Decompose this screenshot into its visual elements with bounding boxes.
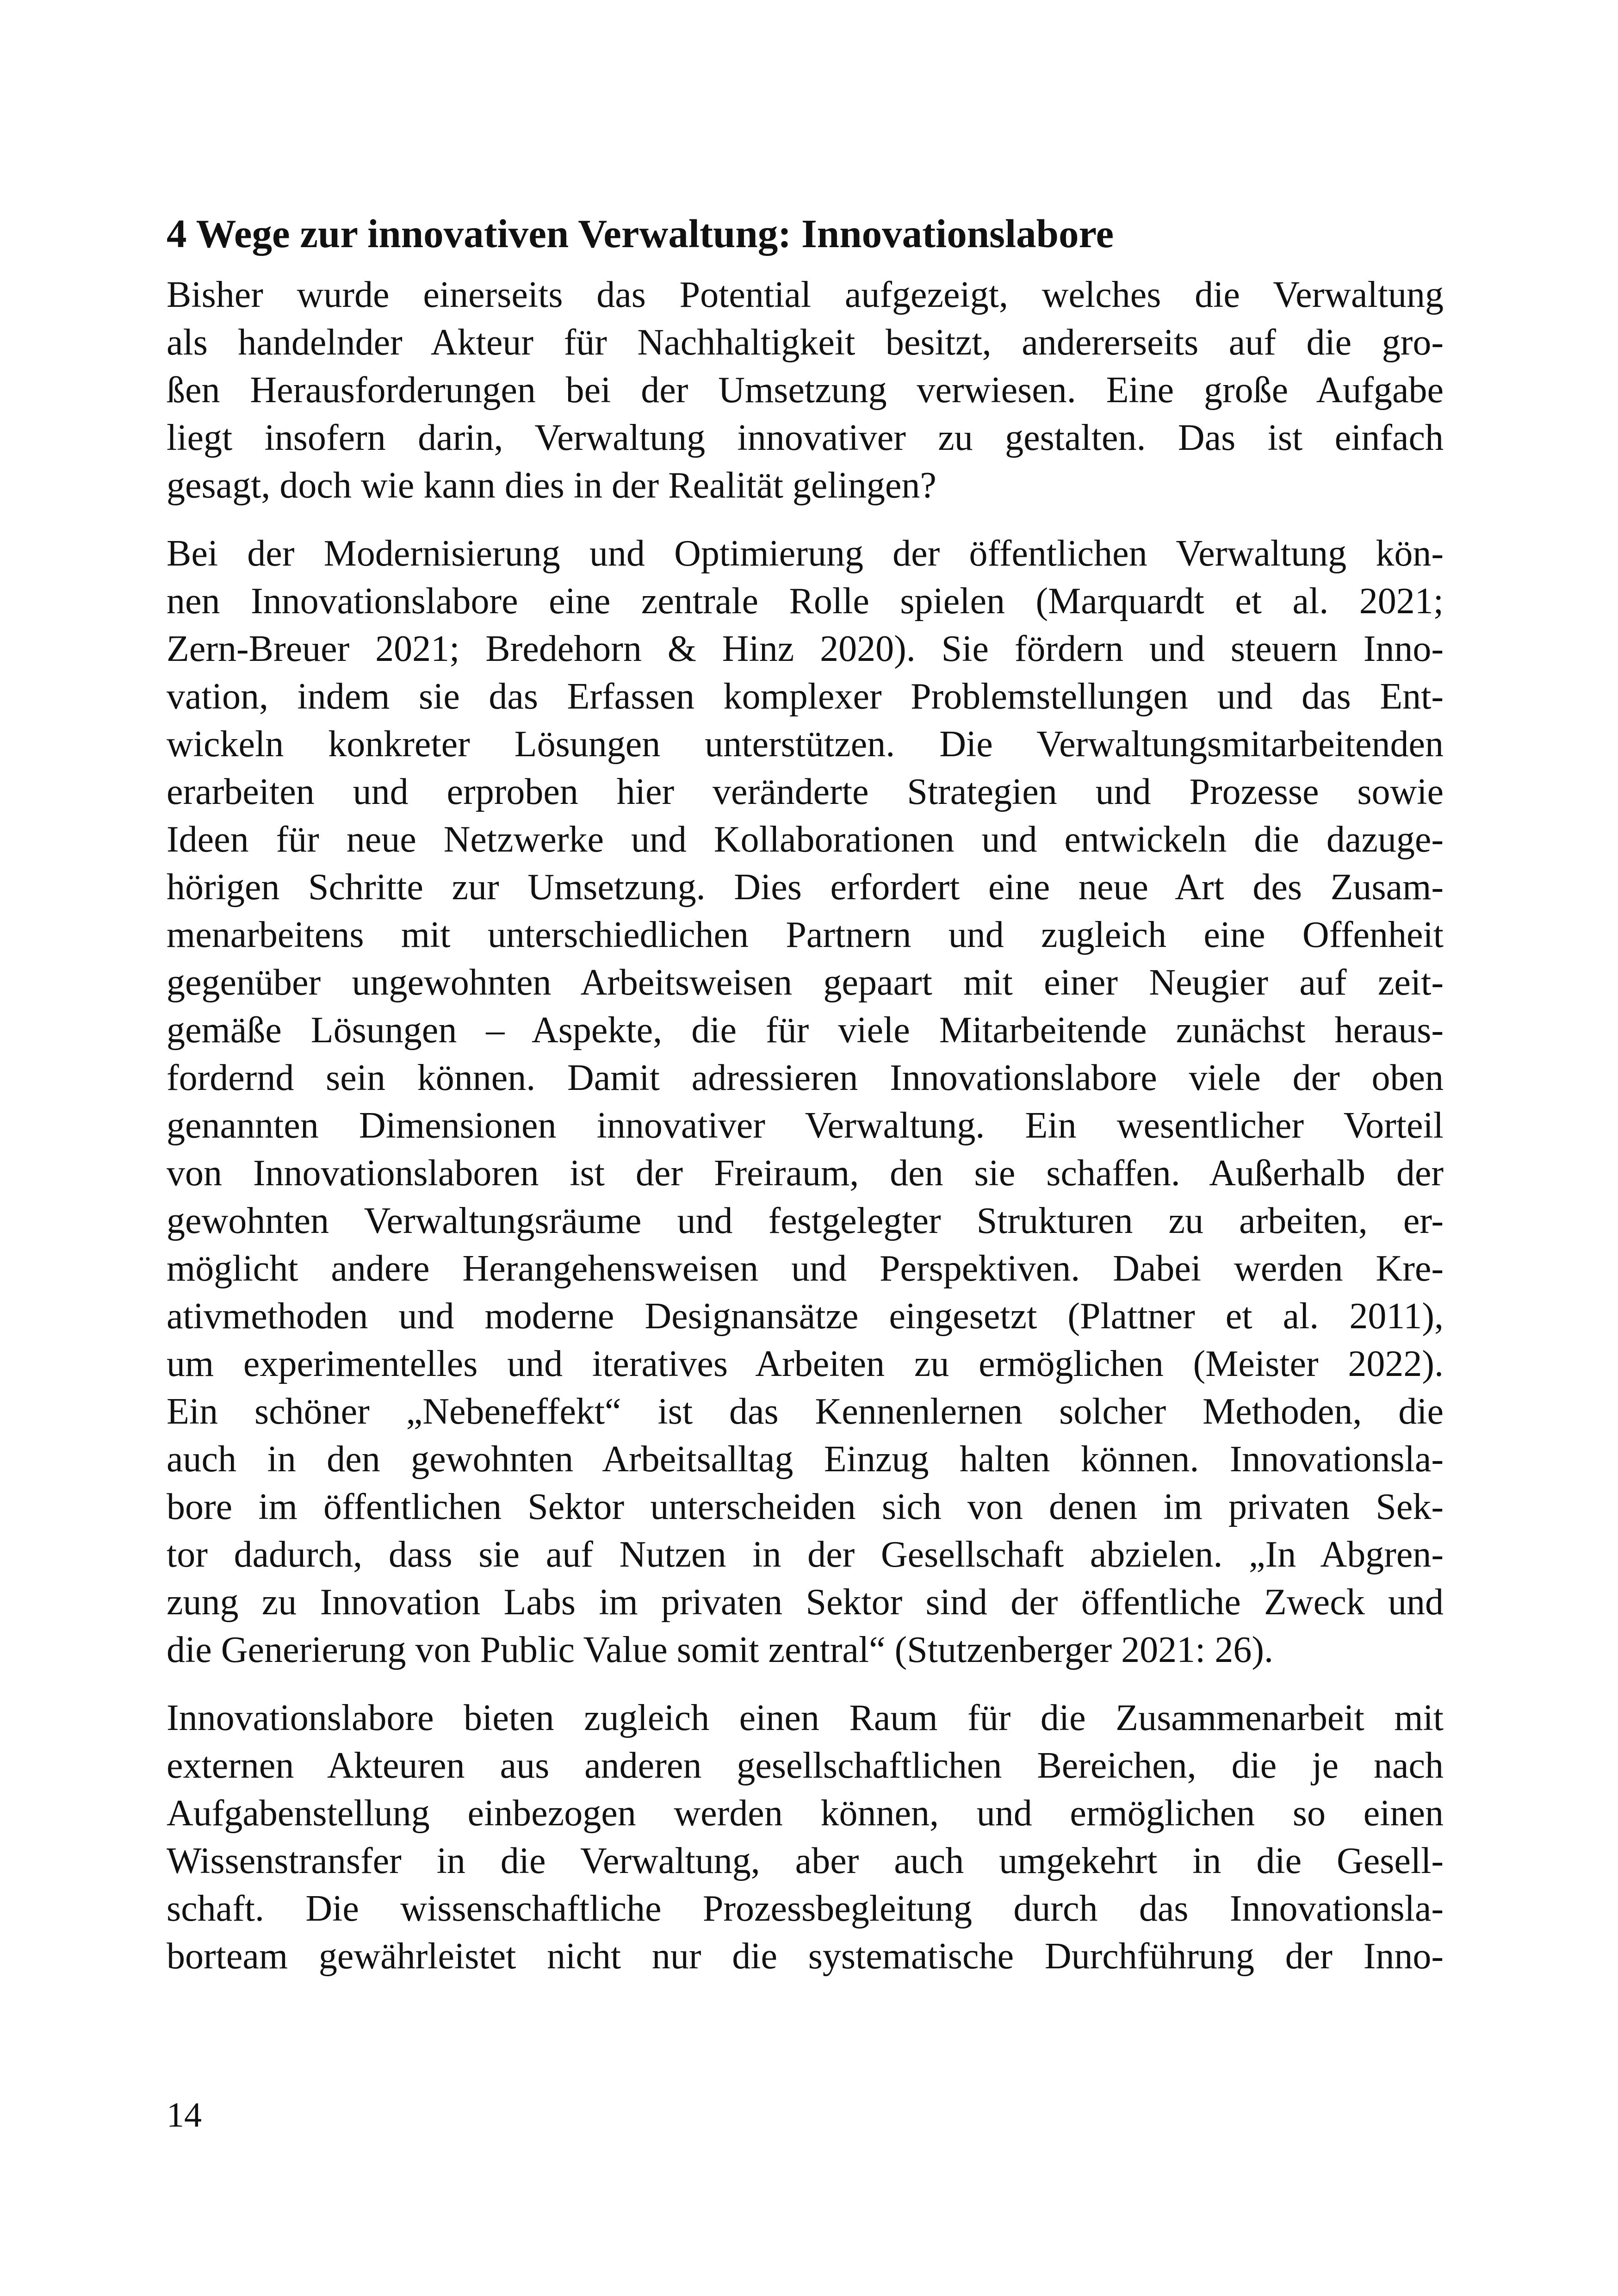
section-heading: 4 Wege zur innovativen Verwaltung: Innovationslabore — [167, 211, 1114, 256]
paragraph — [167, 530, 1444, 1674]
text-line: Ideen für neue Netzwerke und Kollaborationen und entwickeln die dazuge- — [167, 819, 1444, 860]
text-line: Bisher wurde einerseits das Potential aufgezeigt, welches die Verwaltung — [167, 274, 1444, 315]
text-line: Bei der Modernisierung und Optimierung der öffentlichen Verwaltung kön- — [167, 533, 1444, 574]
text-line: zung zu Innovation Labs im privaten Sektor sind der öffentliche Zweck und — [167, 1582, 1444, 1623]
text-line: gegenüber ungewohnten Arbeitsweisen gepaart mit einer Neugier auf zeit- — [167, 962, 1444, 1003]
page-content — [167, 208, 1444, 1980]
text-line: um experimentelles und iteratives Arbeiten zu ermöglichen (Meister 2022). — [167, 1344, 1444, 1384]
text-line: externen Akteuren aus anderen gesellschaftlichen Bereichen, die je nach — [167, 1745, 1444, 1786]
text-line: Zern-Breuer 2021; Bredehorn & Hinz 2020). Sie fördern und steuern Inno- — [167, 628, 1444, 669]
text-line: gemäße Lösungen – Aspekte, die für viele Mitarbeitende zunächst heraus- — [167, 1010, 1444, 1051]
text-line: von Innovationslaboren ist der Freiraum, den sie schaffen. Außerhalb der — [167, 1153, 1444, 1194]
paragraph-gap — [167, 1674, 1444, 1694]
text-line: Aufgabenstellung einbezogen werden können, und ermöglichen so einen — [167, 1793, 1444, 1834]
text-line: wickeln konkreter Lösungen unterstützen. Die Verwaltungsmitarbeitenden — [167, 724, 1444, 765]
paragraph-gap — [167, 510, 1444, 530]
text-line: gesagt, doch wie kann dies in der Realität gelingen? — [167, 465, 936, 506]
text-line: möglicht andere Herangehensweisen und Perspektiven. Dabei werden Kre- — [167, 1248, 1444, 1289]
text-line: liegt insofern darin, Verwaltung innovativer zu gestalten. Das ist einfach — [167, 417, 1444, 458]
text-line: bore im öffentlichen Sektor unterscheiden sich von denen im privaten Sek- — [167, 1487, 1444, 1527]
paragraph — [167, 271, 1444, 510]
text-line: als handelnder Akteur für Nachhaltigkeit besitzt, andererseits auf die gro- — [167, 322, 1444, 363]
paragraph — [167, 1694, 1444, 1980]
text-line: vation, indem sie das Erfassen komplexer Problemstellungen und das Ent- — [167, 676, 1444, 717]
text-line: menarbeitens mit unterschiedlichen Partnern und zugleich eine Offenheit — [167, 915, 1444, 955]
page-number: 14 — [167, 2096, 202, 2134]
text-line: borteam gewährleistet nicht nur die systematische Durchführung der Inno- — [167, 1936, 1444, 1977]
text-line: erarbeiten und erproben hier veränderte Strategien und Prozesse sowie — [167, 772, 1444, 812]
text-line: schaft. Die wissenschaftliche Prozessbegleitung durch das Innovationsla- — [167, 1888, 1444, 1929]
text-line: ativmethoden und moderne Designansätze eingesetzt (Plattner et al. 2011), — [167, 1296, 1444, 1337]
text-line: genannten Dimensionen innovativer Verwaltung. Ein wesentlicher Vorteil — [167, 1105, 1444, 1146]
text-line: nen Innovationslabore eine zentrale Rolle spielen (Marquardt et al. 2021; — [167, 581, 1444, 622]
text-line: fordernd sein können. Damit adressieren Innovationslabore viele der oben — [167, 1058, 1444, 1098]
text-line: hörigen Schritte zur Umsetzung. Dies erfordert eine neue Art des Zusam- — [167, 867, 1444, 908]
text-line: Innovationslabore bieten zugleich einen Raum für die Zusammenarbeit mit — [167, 1698, 1444, 1738]
text-line: Ein schöner „Nebeneffekt“ ist das Kennenlernen solcher Methoden, die — [167, 1391, 1444, 1432]
text-line: tor dadurch, dass sie auf Nutzen in der Gesellschaft abzielen. „In Abgren- — [167, 1534, 1444, 1575]
text-line: gewohnten Verwaltungsräume und festgelegter Strukturen zu arbeiten, er- — [167, 1201, 1444, 1241]
body-text — [167, 271, 1444, 1980]
text-line: auch in den gewohnten Arbeitsalltag Einzug halten können. Innovationsla- — [167, 1439, 1444, 1480]
text-line: ßen Herausforderungen bei der Umsetzung verwiesen. Eine große Aufgabe — [167, 370, 1444, 411]
text-line: die Generierung von Public Value somit zentral“ (Stutzenberger 2021: 26). — [167, 1630, 1273, 1670]
text-line: Wissenstransfer in die Verwaltung, aber auch umgekehrt in die Gesell- — [167, 1841, 1444, 1881]
